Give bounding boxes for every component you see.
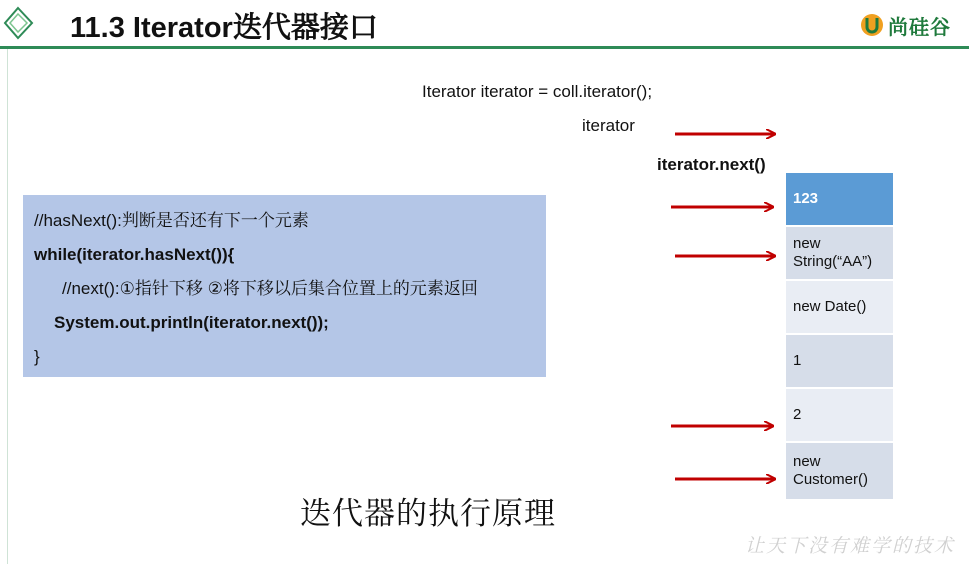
code-comment-hasnext: //hasNext():判断是否还有下一个元素 [34,211,309,230]
code-comment-next-text: //next():①指针下移 ②将下移以后集合位置上的元素返回 [62,279,478,298]
stack-cell-text: Customer() [793,471,869,488]
stack-cell-text: 2 [793,406,802,423]
next-call-label: iterator.next() [657,155,766,174]
page-title: 11.3 Iterator迭代器接口 [70,12,378,44]
iterator-label: iterator [582,116,635,135]
code-while-loop: while(iterator.hasNext()){ [34,245,235,264]
stack-cell-text: 123 [793,190,819,207]
code-println-text: System.out.println(iterator.next()); [54,313,329,332]
stack-cell-text: 1 [793,352,802,369]
slogan-watermark: 让天下没有难学的技术 [745,535,956,557]
diagram-caption: 迭代器的执行原理 [300,496,556,531]
stack-cell-text: new Date() [793,298,867,315]
logo-text: 尚硅谷 [888,16,951,39]
code-close-brace: } [34,347,40,366]
stack-cell-text: new [793,235,821,252]
stack-cell-text: String(“AA”) [793,253,873,270]
stack-cell-text: new [793,453,821,470]
iterator-creation-code: Iterator iterator = coll.iterator(); [422,82,653,101]
